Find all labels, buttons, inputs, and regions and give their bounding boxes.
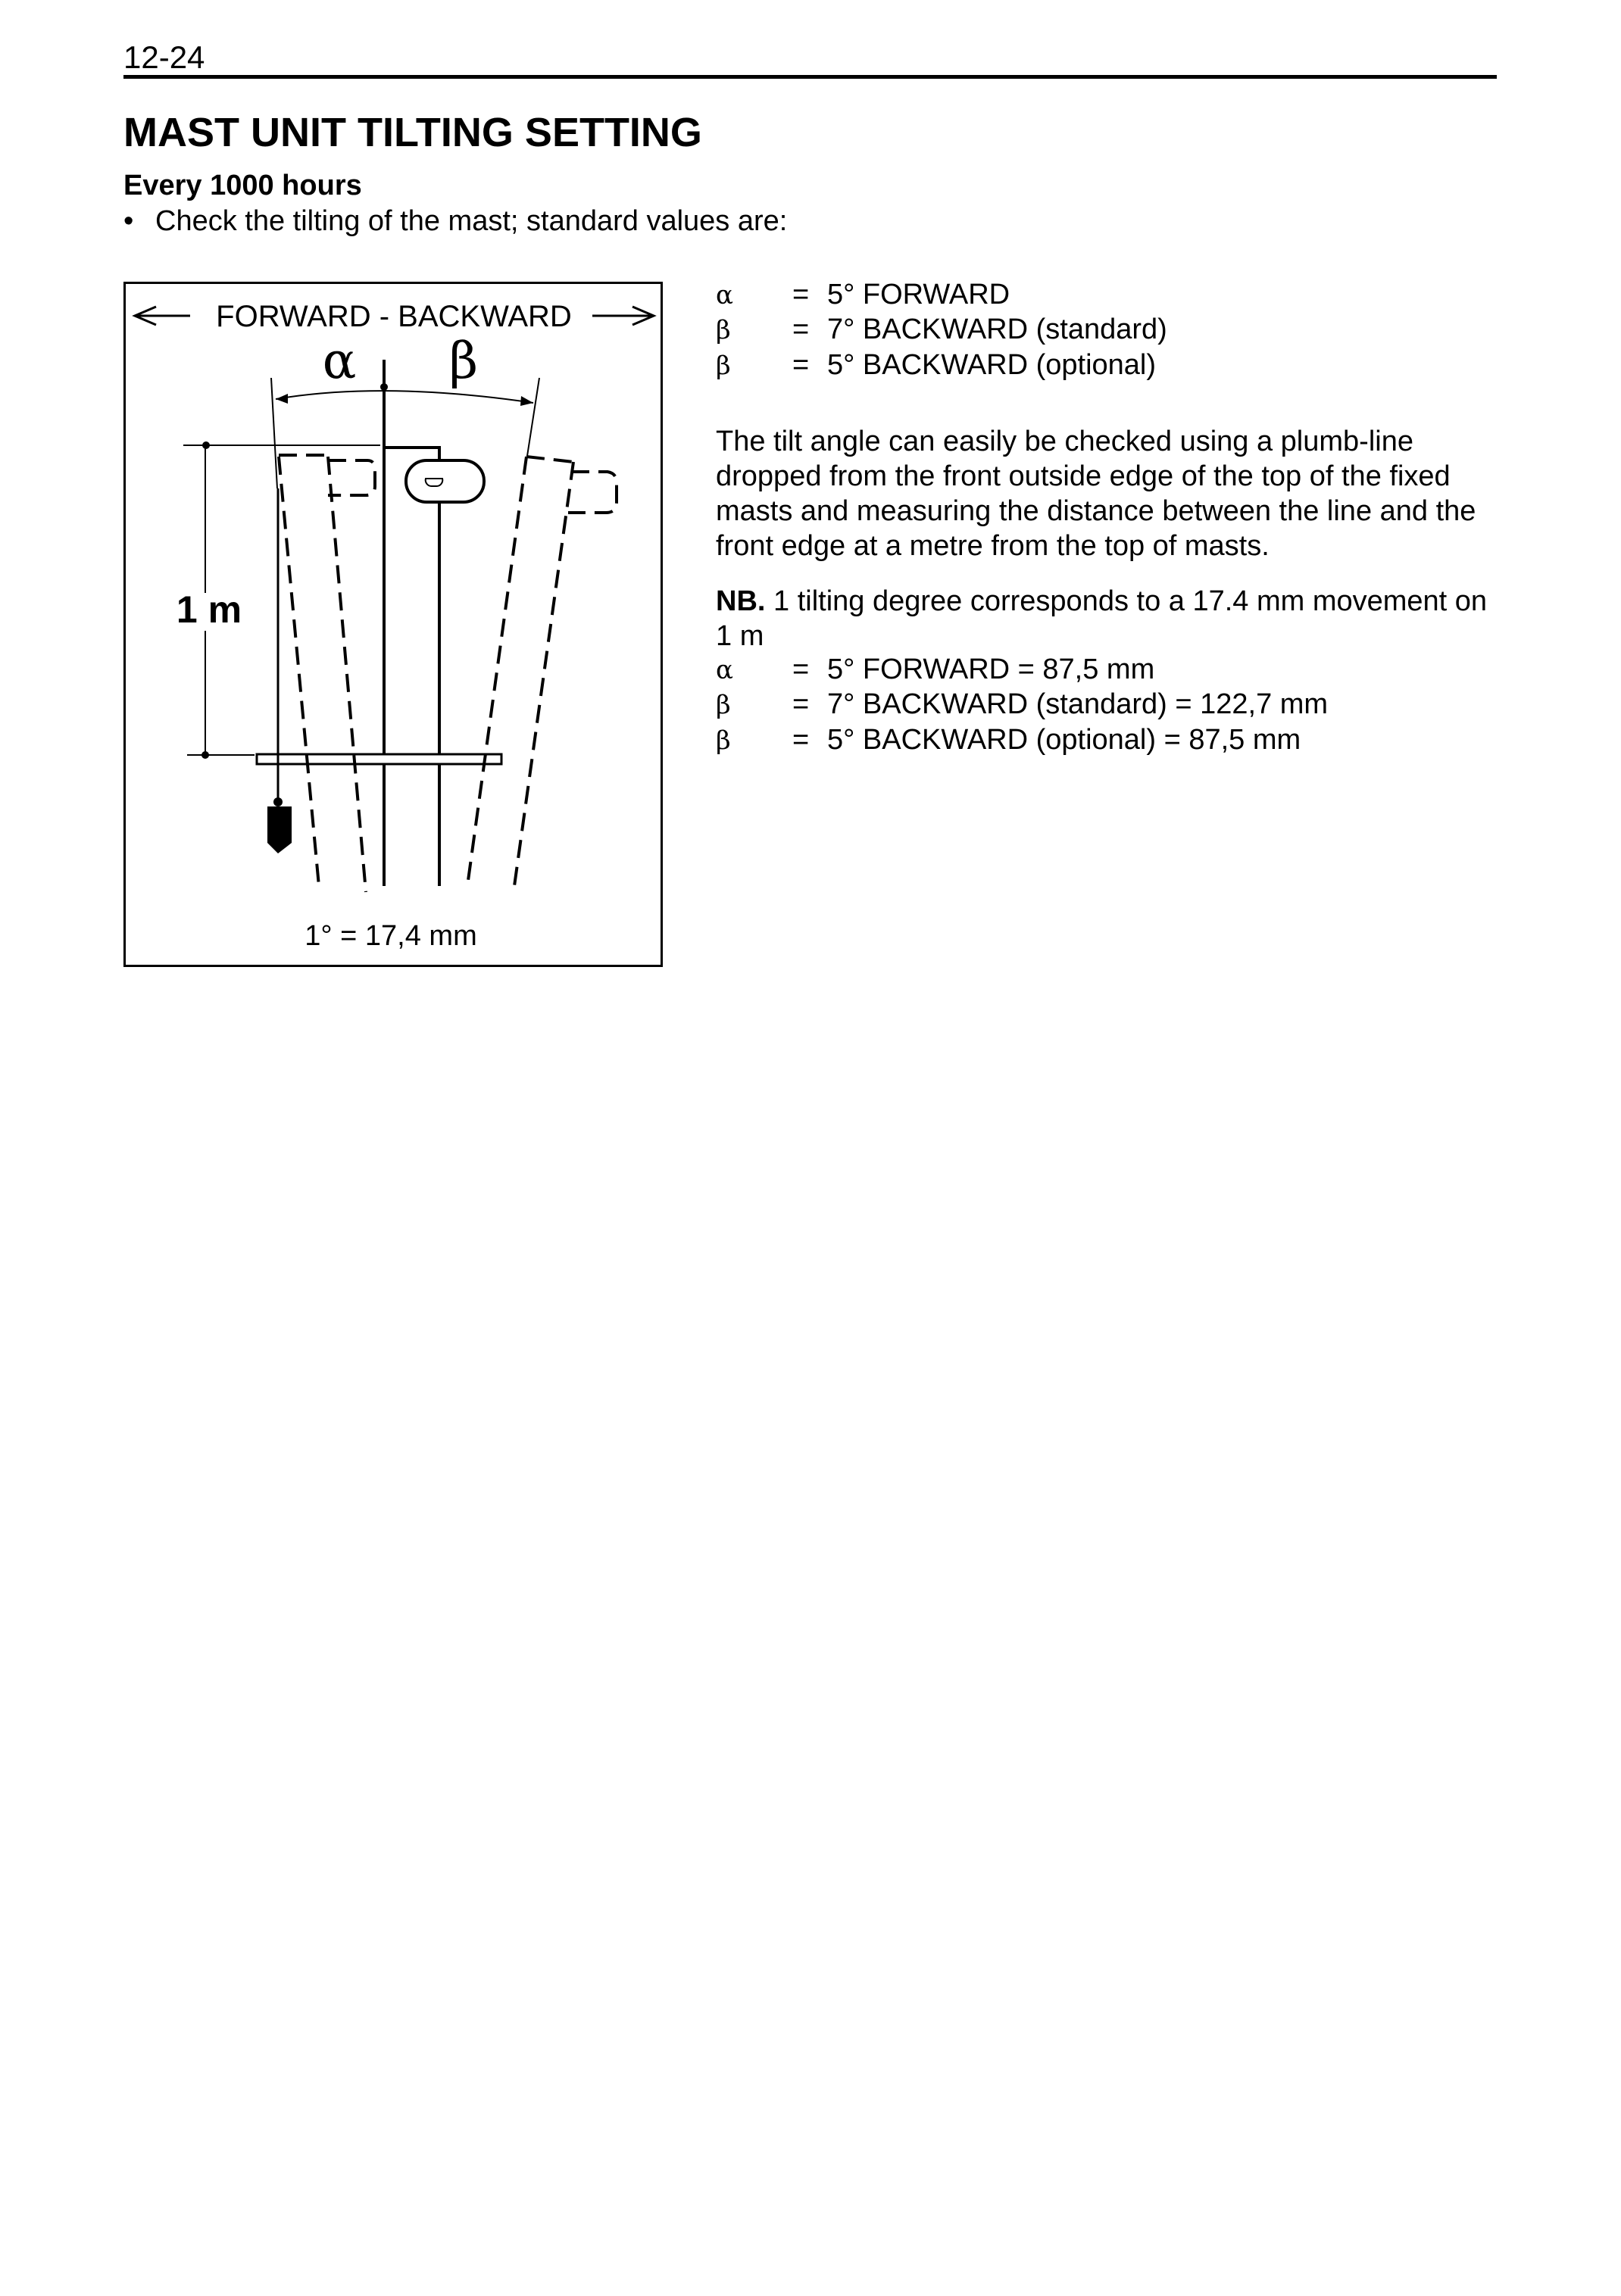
equals-sign: = xyxy=(792,314,810,345)
forward-angle-line xyxy=(271,378,277,488)
beta-label: β xyxy=(448,332,479,390)
instruction-paragraph: The tilt angle can easily be checked using a plumb-line dropped from the front outside edge of the top of the fixed masts and measuring the distance between the line and the front edge at a metre from the top of masts. xyxy=(716,426,1476,562)
measuring-bar xyxy=(257,754,501,764)
plumb-bob-icon xyxy=(267,797,292,853)
bullet-text: Check the tilting of the mast; standard values are: xyxy=(155,205,788,237)
direction-label: FORWARD - BACKWARD xyxy=(216,300,572,333)
standard-value-row xyxy=(716,314,1167,346)
arrow-right-icon xyxy=(592,307,654,325)
service-interval: Every 1000 hours xyxy=(123,170,362,201)
movement-value-row xyxy=(716,654,1154,686)
value-text: 5° BACKWARD (optional) xyxy=(827,349,1157,381)
value-symbol: α xyxy=(716,655,733,685)
alpha-label: α xyxy=(322,332,357,390)
nb-text: 1 tilting degree corresponds to a 17.4 mm movement on 1 m xyxy=(716,585,1488,652)
equals-sign: = xyxy=(792,654,810,685)
value-symbol: β xyxy=(716,315,731,345)
value-symbol: β xyxy=(716,690,731,720)
equals-sign: = xyxy=(792,724,810,756)
value-symbol: β xyxy=(716,351,731,381)
movement-value-row xyxy=(716,688,1328,721)
value-symbol: β xyxy=(716,725,731,756)
equals-sign: = xyxy=(792,688,810,720)
value-text: 5° BACKWARD (optional) = 87,5 mm xyxy=(827,724,1301,756)
forward-tilted-mast xyxy=(279,455,375,892)
backward-tilted-mast xyxy=(467,457,617,886)
angle-arc xyxy=(276,391,533,403)
standard-value-row xyxy=(716,349,1156,382)
fork-carriage xyxy=(406,460,484,502)
backward-angle-line xyxy=(526,378,539,466)
page-number: 12-24 xyxy=(123,39,205,75)
value-symbol: α xyxy=(716,280,733,310)
value-text: 7° BACKWARD (standard) = 122,7 mm xyxy=(827,688,1329,720)
bullet-marker: • xyxy=(123,205,134,237)
diagram-drawing xyxy=(126,284,661,965)
scale-label: 1° = 17,4 mm xyxy=(305,920,477,952)
value-text: 7° BACKWARD (standard) xyxy=(827,314,1167,345)
equals-sign: = xyxy=(792,279,810,310)
mast-tilt-diagram xyxy=(123,282,663,967)
nb-note xyxy=(716,584,1504,654)
value-text: 5° FORWARD = 87,5 mm xyxy=(827,654,1155,685)
standard-value-row xyxy=(716,279,1010,311)
bullet-item xyxy=(123,205,787,238)
arrow-left-icon xyxy=(135,307,190,325)
height-label: 1 m xyxy=(176,588,242,631)
page-title: MAST UNIT TILTING SETTING xyxy=(123,110,702,155)
nb-label: NB. xyxy=(716,585,766,617)
movement-value-row xyxy=(716,724,1301,756)
mast-upright xyxy=(384,448,439,886)
header-rule xyxy=(123,75,1497,79)
value-text: 5° FORWARD xyxy=(827,279,1010,310)
equals-sign: = xyxy=(792,349,810,381)
